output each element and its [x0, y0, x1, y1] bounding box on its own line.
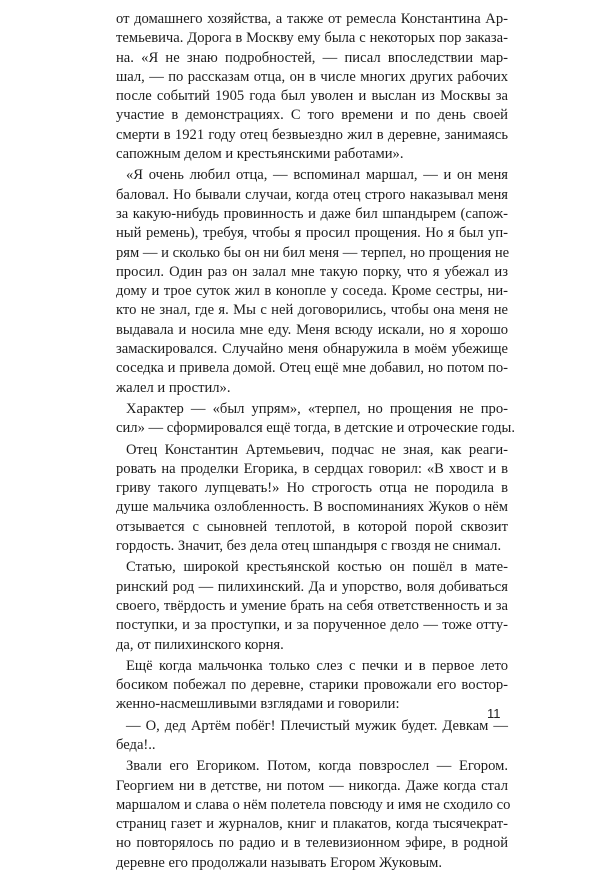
text-line: ный ремень), требуя, чтобы я просил прощения. Но я был уп-: [116, 225, 508, 242]
paragraph: [116, 10, 508, 164]
text-line: смерти в 1921 году отец безвыездно жил в деревне, занимаясь: [116, 126, 508, 143]
text-line: после событий 1905 года был уволен и выслан из Москвы за: [116, 88, 508, 105]
page-number: 11: [487, 706, 501, 721]
text-line: баловал. Но бывали случаи, когда отец строго наказывал меня: [116, 186, 508, 203]
text-line: на. «Я не знаю подробностей, — писал впоследствии мар-: [116, 49, 508, 66]
text-line: темьевича. Дорога в Москву ему была с некоторых пор заказа-: [116, 30, 508, 47]
text-line: беда!..: [116, 736, 156, 753]
text-line: своего, твёрдость и умение брать на себя ответственность и за: [116, 597, 508, 614]
text-line: просил. Один раз он залал мне такую порку, что я убежал из: [116, 263, 508, 280]
text-line: дому и трое суток жил в конопле у соседа. Кроме сестры, ни-: [116, 283, 508, 300]
text-line: деревне его продолжали называть Егором Жуковым.: [116, 854, 443, 871]
paragraph: [116, 441, 508, 557]
page-body: [116, 10, 515, 875]
paragraph: [116, 717, 508, 756]
text-line: сапожным делом и крестьянскими работами».: [116, 146, 404, 163]
text-line: Характер — «был упрям», «терпел, но прощения не про-: [126, 400, 508, 417]
text-line: рям — и сколько бы он ни бил меня — терпел, но прощения не: [116, 244, 510, 261]
text-line: выдавала и носила мне еду. Меня всюду искали, но я хорошо: [116, 321, 508, 338]
text-line: кто не знал, где я. Мы с ней договорились, чтобы она меня не: [116, 302, 508, 319]
text-line: гриву такого лупцевать!» Но строгость отца не породила в: [116, 480, 508, 497]
text-line: шал, — по рассказам отца, он в числе многих других рабочих: [116, 68, 508, 85]
text-line: «Я очень любил отца, — вспоминал маршал, — и он меня: [126, 167, 508, 184]
text-line: гордость. Значит, без дела отец шпандыря с гвоздя не снимал.: [116, 538, 502, 555]
text-line: Ещё когда мальчонка только слез с печки и в первое лето: [126, 657, 508, 674]
paragraph: [116, 400, 515, 439]
text-line: жалел и простил».: [116, 379, 231, 396]
paragraph: [116, 166, 508, 398]
text-line: замаскировался. Случайно меня обнаружила в моём убежище: [116, 341, 508, 358]
paragraph: [116, 558, 508, 654]
text-line: — О, дед Артём побёг! Плечистый мужик будет. Девкам —: [126, 717, 508, 734]
text-line: но повторялось по радио и в телевизионном эфире, в родной: [116, 835, 508, 852]
text-line: поступки, и за проступки, и за порученное дело — тоже отту-: [116, 617, 508, 634]
text-line: ринский род — пилихинский. Да и упорство, воля добиваться: [116, 578, 508, 595]
text-line: маршалом и слава о нём полетела повсюду и имя не сходило со: [116, 796, 511, 813]
paragraph: [116, 657, 508, 715]
text-line: соседка и привела домой. Отец ещё мне добавил, но потом по-: [116, 360, 508, 377]
paragraph: [116, 757, 511, 873]
text-line: участие в демонстрациях. С того времени и по день своей: [116, 107, 508, 124]
text-line: от домашнего хозяйства, а также от ремесла Константина Ар-: [116, 11, 508, 27]
text-line: босиком побежал по деревне, старики провожали его востор-: [116, 677, 508, 694]
text-line: отзывается с сыновней теплотой, в которой порой сквозит: [116, 518, 508, 535]
text-line: ровать на проделки Егорика, в сердцах говорил: «В хвост и в: [116, 460, 508, 477]
text-line: Отец Константин Артемьевич, подчас не зная, как реаги-: [126, 441, 508, 458]
text-line: Звали его Егориком. Потом, когда повзрослел — Егором.: [126, 758, 508, 775]
text-line: женно-насмешливыми взглядами и говорили:: [116, 696, 400, 713]
text-line: Статью, широкой крестьянской костью он пошёл в мате-: [126, 559, 508, 576]
text-line: сил» — сформировался ещё тогда, в детские и отроческие годы.: [116, 420, 515, 437]
text-line: Георгием ни в детстве, ни потом — никогда. Даже когда стал: [116, 777, 508, 794]
text-line: душе мальчика озлобленность. В воспоминаниях Жуков о нём: [116, 499, 508, 516]
text-line: за какую-нибудь провинность и даже бил шпандырем (сапож-: [116, 205, 508, 222]
text-line: да, от пилихинского корня.: [116, 636, 284, 653]
text-line: страниц газет и журналов, книг и плакатов, когда тысячекрат-: [116, 816, 508, 833]
